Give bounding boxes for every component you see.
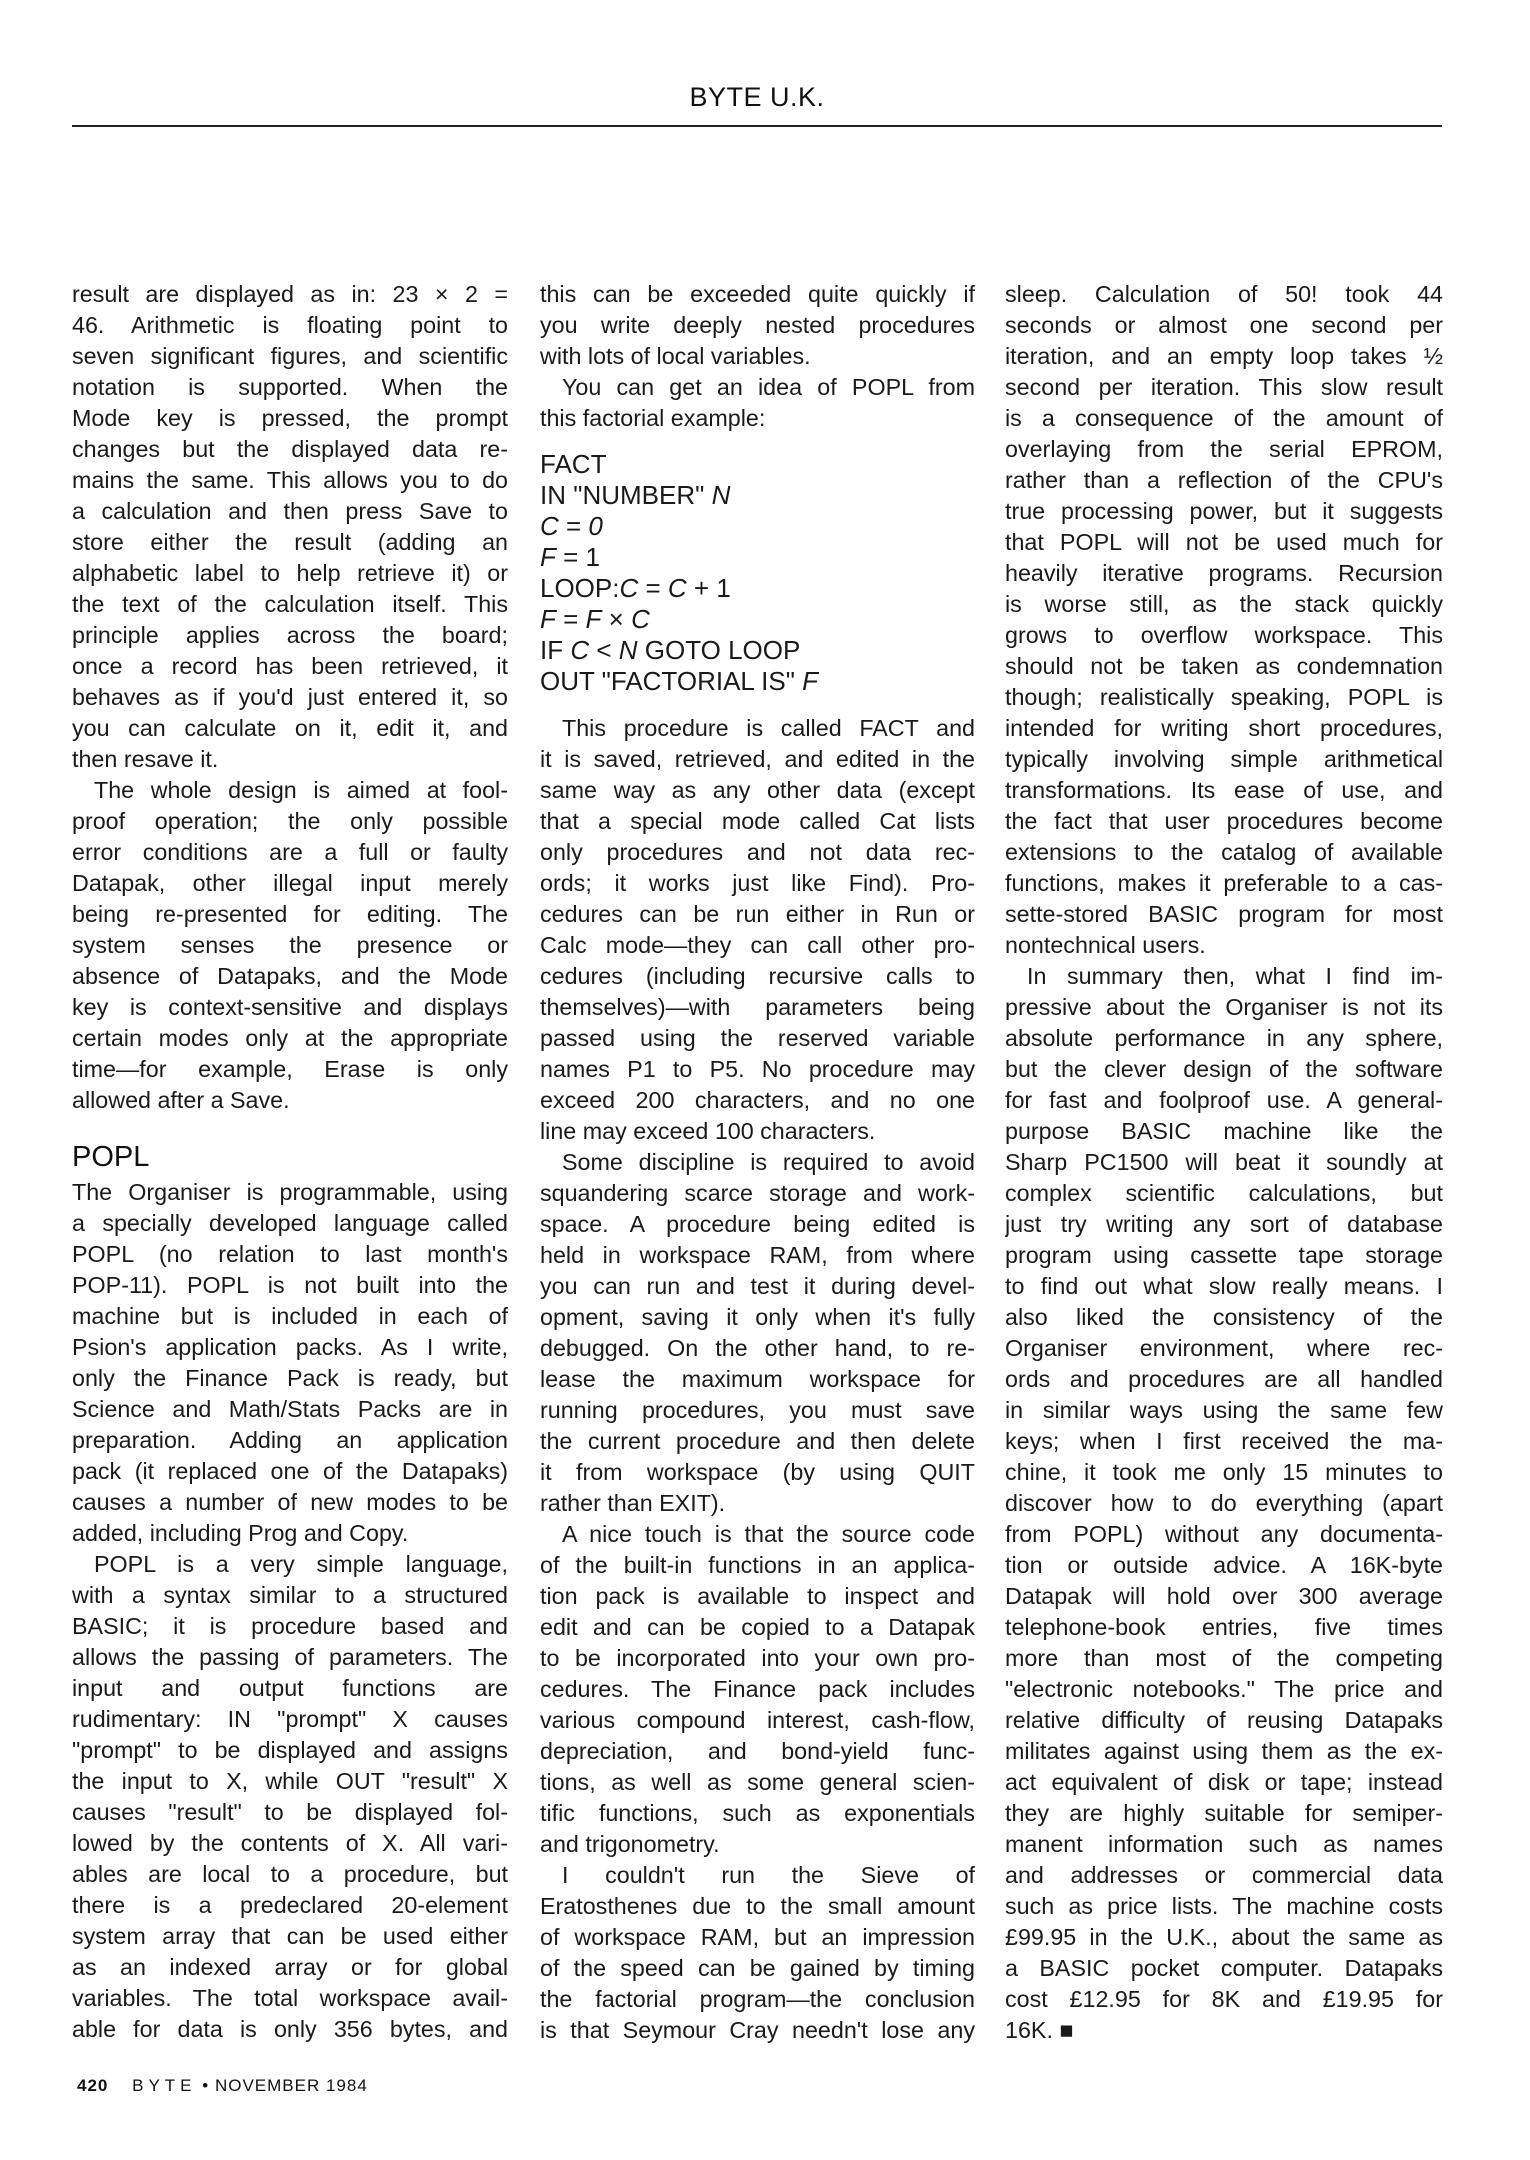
text-line: from POPL) without any documenta-: [1005, 1521, 1443, 1547]
code-line: [540, 511, 975, 542]
text-line: ords; it works just like Find). Pro-: [540, 870, 975, 896]
text-line: sette-stored BASIC program for most: [1005, 901, 1443, 927]
text-line: second per iteration. This slow result: [1005, 374, 1443, 400]
text-line: input and output functions are: [72, 1675, 508, 1701]
text-line: with a syntax similar to a structured: [72, 1582, 508, 1608]
text-line: a specially developed language called: [72, 1210, 508, 1236]
text-line: also liked the consistency of the: [1005, 1304, 1443, 1330]
text-line: as an indexed array or for global: [72, 1954, 508, 1980]
text-line: seven significant figures, and scientific: [72, 343, 508, 369]
text-line: to find out what slow really means. I: [1005, 1273, 1443, 1299]
text-line: nontechnical users.: [1005, 932, 1206, 958]
code-text: LOOP:: [540, 573, 620, 603]
text-line: exceed 200 characters, and no one: [540, 1087, 975, 1113]
text-line: "electronic notebooks." The price and: [1005, 1676, 1443, 1702]
text-line: Psion's application packs. As I write,: [72, 1334, 508, 1360]
text-line: line may exceed 100 characters.: [540, 1118, 876, 1144]
paragraph: [540, 713, 975, 1147]
text-line: iteration, and an empty loop takes ½: [1005, 343, 1443, 369]
text-line: tions, as well as some general scien-: [540, 1769, 975, 1795]
code-line: [540, 480, 975, 511]
text-line: BASIC; it is procedure based and: [72, 1613, 508, 1639]
text-line: purpose BASIC machine like the: [1005, 1118, 1443, 1144]
text-line: debugged. On the other hand, to re-: [540, 1335, 975, 1361]
page-footer: [77, 2076, 368, 2096]
text-line: notation is supported. When the: [72, 374, 508, 400]
text-line: it from workspace (by using QUIT: [540, 1459, 975, 1485]
text-line: Eratosthenes due to the small amount: [540, 1893, 975, 1919]
code-text: <: [589, 635, 619, 665]
text-line: cedures can be run either in Run or: [540, 901, 975, 927]
text-line: causes a number of new modes to be: [72, 1489, 508, 1515]
code-text: GOTO LOOP: [637, 635, 801, 665]
text-line: there is a predeclared 20-element: [72, 1892, 508, 1918]
text-line: more than most of the competing: [1005, 1645, 1443, 1671]
text-line: chine, it took me only 15 minutes to: [1005, 1459, 1443, 1485]
text-line: being re-presented for editing. The: [72, 901, 508, 927]
text-line: extensions to the catalog of available: [1005, 839, 1443, 865]
text-line: you can calculate on it, edit it, and: [72, 715, 508, 741]
code-variable: N: [618, 635, 638, 665]
code-text: FACT: [540, 449, 607, 479]
paragraph: [540, 372, 975, 434]
text-line: rather than a reflection of the CPU's: [1005, 467, 1443, 493]
text-line: POPL (no relation to last month's: [72, 1241, 508, 1267]
text-line: the current procedure and then delete: [540, 1428, 975, 1454]
text-line: system senses the presence or: [72, 932, 508, 958]
text-line: opment, saving it only when it's fully: [540, 1304, 975, 1330]
text-line: functions, makes it preferable to a cas-: [1005, 870, 1443, 896]
text-line: Mode key is pressed, the prompt: [72, 405, 508, 431]
text-line: variables. The total workspace avail-: [72, 1985, 508, 2011]
text-line: should not be taken as condemnation: [1005, 653, 1443, 679]
text-line: pressive about the Organiser is not its: [1005, 994, 1443, 1020]
code-line: [540, 635, 975, 666]
text-line: that a special mode called Cat lists: [540, 808, 975, 834]
text-line: absence of Datapaks, and the Mode: [72, 963, 508, 989]
text-line: able for data is only 356 bytes, and: [72, 2016, 508, 2042]
text-line: intended for writing short procedures,: [1005, 715, 1443, 741]
text-line: tion or outside advice. A 16K-byte: [1005, 1552, 1443, 1578]
code-text: ×: [601, 604, 632, 634]
text-line: to be incorporated into your own pro-: [540, 1645, 975, 1671]
paragraph: [540, 1519, 975, 1860]
text-line: sleep. Calculation of 50! took 44: [1005, 281, 1443, 307]
text-line: edit and can be copied to a Datapak: [540, 1614, 975, 1640]
text-line: names P1 to P5. No procedure may: [540, 1056, 975, 1082]
text-line: Sharp PC1500 will beat it soundly at: [1005, 1149, 1443, 1175]
text-line: you can run and test it during devel-: [540, 1273, 975, 1299]
text-line: overlaying from the serial EPROM,: [1005, 436, 1443, 462]
text-line: typically involving simple arithmetical: [1005, 746, 1443, 772]
text-line: allows the passing of parameters. The: [72, 1644, 508, 1670]
section-heading: POPL: [72, 1141, 150, 1173]
text-line: once a record has been retrieved, it: [72, 653, 508, 679]
code-text: + 1: [686, 573, 731, 603]
text-line: £99.95 in the U.K., about the same as: [1005, 1924, 1443, 1950]
issue-date: NOVEMBER 1984: [214, 2076, 368, 2095]
paragraph: [72, 1549, 508, 2045]
text-line: The whole design is aimed at fool-: [94, 777, 508, 803]
code-variable: C: [619, 573, 639, 603]
text-line: heavily iterative programs. Recursion: [1005, 560, 1443, 586]
text-line: it is saved, retrieved, and edited in the: [540, 746, 975, 772]
code-variable: F: [540, 604, 556, 634]
text-line: a calculation and then press Save to: [72, 498, 508, 524]
code-variable: C: [631, 604, 650, 634]
code-listing: [540, 449, 975, 697]
text-line: this can be exceeded quite quickly if: [540, 281, 975, 307]
code-variable: F: [585, 604, 602, 634]
text-line: This procedure is called FACT and: [562, 715, 975, 741]
code-line: [540, 449, 975, 480]
paragraph: [540, 1147, 975, 1519]
text-line: of workspace RAM, but an impression: [540, 1924, 975, 1950]
text-line: telephone-book entries, five times: [1005, 1614, 1443, 1640]
text-line: mains the same. This allows you to do: [72, 467, 508, 493]
text-line: key is context-sensitive and displays: [72, 994, 508, 1020]
code-text: =: [555, 604, 586, 634]
text-line: is that Seymour Cray needn't lose any: [540, 2017, 975, 2043]
text-line: that POPL will not be used much for: [1005, 529, 1443, 555]
text-line: preparation. Adding an application: [72, 1427, 508, 1453]
text-line: in similar ways using the same few: [1005, 1397, 1443, 1423]
text-line: militates against using them as the ex-: [1005, 1738, 1443, 1764]
text-line: the factorial program—the conclusion: [540, 1986, 975, 2012]
text-line: running procedures, you must save: [540, 1397, 975, 1423]
text-line: then resave it.: [72, 746, 219, 772]
text-line: they are highly suitable for semiper-: [1005, 1800, 1443, 1826]
text-line: just try writing any sort of database: [1005, 1211, 1443, 1237]
text-line: seconds or almost one second per: [1005, 312, 1443, 338]
text-line: of the built-in functions in an applica-: [540, 1552, 975, 1578]
text-line: You can get an idea of POPL from: [562, 374, 975, 400]
text-line: you write deeply nested procedures: [540, 312, 975, 338]
text-line: rather than EXIT).: [540, 1490, 726, 1516]
text-line: system array that can be used either: [72, 1923, 508, 1949]
text-line: Datapak, other illegal input merely: [72, 870, 508, 896]
text-line: causes "result" to be displayed fol-: [72, 1799, 508, 1825]
header-rule: [72, 125, 1442, 127]
text-line: 46. Arithmetic is floating point to: [72, 312, 508, 338]
text-line: same way as any other data (except: [540, 777, 975, 803]
text-line: act equivalent of disk or tape; instead: [1005, 1769, 1443, 1795]
text-line: but the clever design of the software: [1005, 1056, 1443, 1082]
code-variable: N: [711, 480, 731, 510]
text-line: tific functions, such as exponentials: [540, 1800, 975, 1826]
footer-separator: •: [202, 2076, 210, 2095]
text-line: the fact that user procedures become: [1005, 808, 1443, 834]
text-line: such as price lists. The machine costs: [1005, 1893, 1443, 1919]
text-line: ables are local to a procedure, but: [72, 1861, 508, 1887]
text-line: alphabetic label to help retrieve it) or: [72, 560, 508, 586]
text-line: certain modes only at the appropriate: [72, 1025, 508, 1051]
text-line: space. A procedure being edited is: [540, 1211, 975, 1237]
text-line: and trigonometry.: [540, 1831, 720, 1857]
text-line: Organiser environment, where rec-: [1005, 1335, 1443, 1361]
text-line: ords and procedures are all handled: [1005, 1366, 1443, 1392]
text-line: behaves as if you'd just entered it, so: [72, 684, 508, 710]
text-line: various compound interest, cash-flow,: [540, 1707, 975, 1733]
text-line: squandering scarce storage and work-: [540, 1180, 975, 1206]
text-line: Some discipline is required to avoid: [562, 1149, 975, 1175]
text-line: POPL is a very simple language,: [94, 1551, 508, 1577]
text-line: result are displayed as in: 23 × 2 =: [72, 281, 508, 307]
code-text: IN "NUMBER": [540, 480, 712, 510]
paragraph: [1005, 279, 1443, 961]
text-line: the input to X, while OUT "result" X: [72, 1768, 508, 1794]
text-line: I couldn't run the Sieve of: [562, 1862, 975, 1888]
text-line: relative difficulty of reusing Datapaks: [1005, 1707, 1443, 1733]
text-line: time—for example, Erase is only: [72, 1056, 508, 1082]
paragraph: [1005, 961, 1443, 2046]
text-line: program using cassette tape storage: [1005, 1242, 1443, 1268]
code-variable: C: [667, 573, 687, 603]
code-text: OUT "FACTORIAL IS": [540, 666, 803, 696]
text-line: proof operation; the only possible: [72, 808, 508, 834]
text-line: true processing power, but it suggests: [1005, 498, 1443, 524]
text-line: the text of the calculation itself. This: [72, 591, 508, 617]
text-line: only the Finance Pack is ready, but: [72, 1365, 508, 1391]
text-line: transformations. Its ease of use, and: [1005, 777, 1443, 803]
code-variable: C: [540, 511, 559, 541]
text-line: rudimentary: IN "prompt" X causes: [72, 1706, 508, 1732]
paragraph: [540, 1860, 975, 2046]
code-variable: F: [802, 666, 819, 696]
code-line: [540, 573, 975, 604]
code-line: [540, 604, 975, 635]
text-line: Datapak will hold over 300 average: [1005, 1583, 1443, 1609]
text-line: lease the maximum workspace for: [540, 1366, 975, 1392]
text-line: a BASIC pocket computer. Datapaks: [1005, 1955, 1443, 1981]
code-text: =: [638, 573, 668, 603]
text-line: only procedures and not data rec-: [540, 839, 975, 865]
text-line: In summary then, what I find im-: [1027, 963, 1443, 989]
text-line: held in workspace RAM, from where: [540, 1242, 975, 1268]
text-line: pack (it replaced one of the Datapaks): [72, 1458, 508, 1484]
text-line: this factorial example:: [540, 405, 766, 431]
text-line: keys; when I first received the ma-: [1005, 1428, 1443, 1454]
code-variable: 0: [588, 511, 603, 541]
code-text: IF: [540, 635, 571, 665]
code-line: [540, 666, 975, 697]
magazine-name: BYTE: [132, 2076, 197, 2095]
text-line: store either the result (adding an: [72, 529, 508, 555]
paragraph: [72, 1177, 508, 1549]
text-line: added, including Prog and Copy.: [72, 1520, 409, 1546]
text-line: A nice touch is that the source code: [562, 1521, 975, 1547]
text-line: changes but the displayed data re-: [72, 436, 508, 462]
column-1: [72, 279, 508, 2045]
text-line: manent information such as names: [1005, 1831, 1443, 1857]
paragraph: [72, 775, 508, 1116]
text-line: "prompt" to be displayed and assigns: [72, 1737, 508, 1763]
text-line: complex scientific calculations, but: [1005, 1180, 1443, 1206]
text-line: lowed by the contents of X. All vari-: [72, 1830, 508, 1856]
text-line: passed using the reserved variable: [540, 1025, 975, 1051]
text-line: depreciation, and bond-yield func-: [540, 1738, 975, 1764]
text-line: allowed after a Save.: [72, 1087, 290, 1113]
text-line: cedures. The Finance pack includes: [540, 1676, 975, 1702]
text-line: discover how to do everything (apart: [1005, 1490, 1443, 1516]
text-line: cedures (including recursive calls to: [540, 963, 975, 989]
code-variable: F: [540, 542, 556, 572]
text-line: Science and Math/Stats Packs are in: [72, 1396, 508, 1422]
paragraph: [540, 279, 975, 372]
text-line: principle applies across the board;: [72, 622, 508, 648]
code-variable: C: [570, 635, 590, 665]
text-line: absolute performance in any sphere,: [1005, 1025, 1443, 1051]
text-line: POP-11). POPL is not built into the: [72, 1272, 508, 1298]
text-line: error conditions are a full or faulty: [72, 839, 508, 865]
running-header: BYTE U.K.: [689, 82, 825, 112]
text-line: though; realistically speaking, POPL is: [1005, 684, 1443, 710]
text-line: 16K. ■: [1005, 2017, 1074, 2043]
text-line: of the speed can be gained by timing: [540, 1955, 975, 1981]
column-3: [1005, 279, 1443, 2046]
code-line: [540, 542, 975, 573]
code-text: = 1: [555, 542, 600, 572]
column-2: [540, 279, 975, 2046]
text-line: with lots of local variables.: [540, 343, 811, 369]
page-number: 420: [77, 2076, 109, 2095]
text-line: for fast and foolproof use. A general-: [1005, 1087, 1443, 1113]
text-line: tion pack is available to inspect and: [540, 1583, 975, 1609]
paragraph: [72, 279, 508, 775]
text-line: Calc mode—they can call other pro-: [540, 932, 975, 958]
text-line: is a consequence of the amount of: [1005, 405, 1443, 431]
text-line: grows to overflow workspace. This: [1005, 622, 1443, 648]
text-line: is worse still, as the stack quickly: [1005, 591, 1443, 617]
text-line: themselves)—with parameters being: [540, 994, 975, 1020]
text-line: cost £12.95 for 8K and £19.95 for: [1005, 1986, 1443, 2012]
text-line: The Organiser is programmable, using: [72, 1179, 508, 1205]
text-line: and addresses or commercial data: [1005, 1862, 1443, 1888]
code-text: =: [558, 511, 589, 541]
text-line: machine but is included in each of: [72, 1303, 508, 1329]
